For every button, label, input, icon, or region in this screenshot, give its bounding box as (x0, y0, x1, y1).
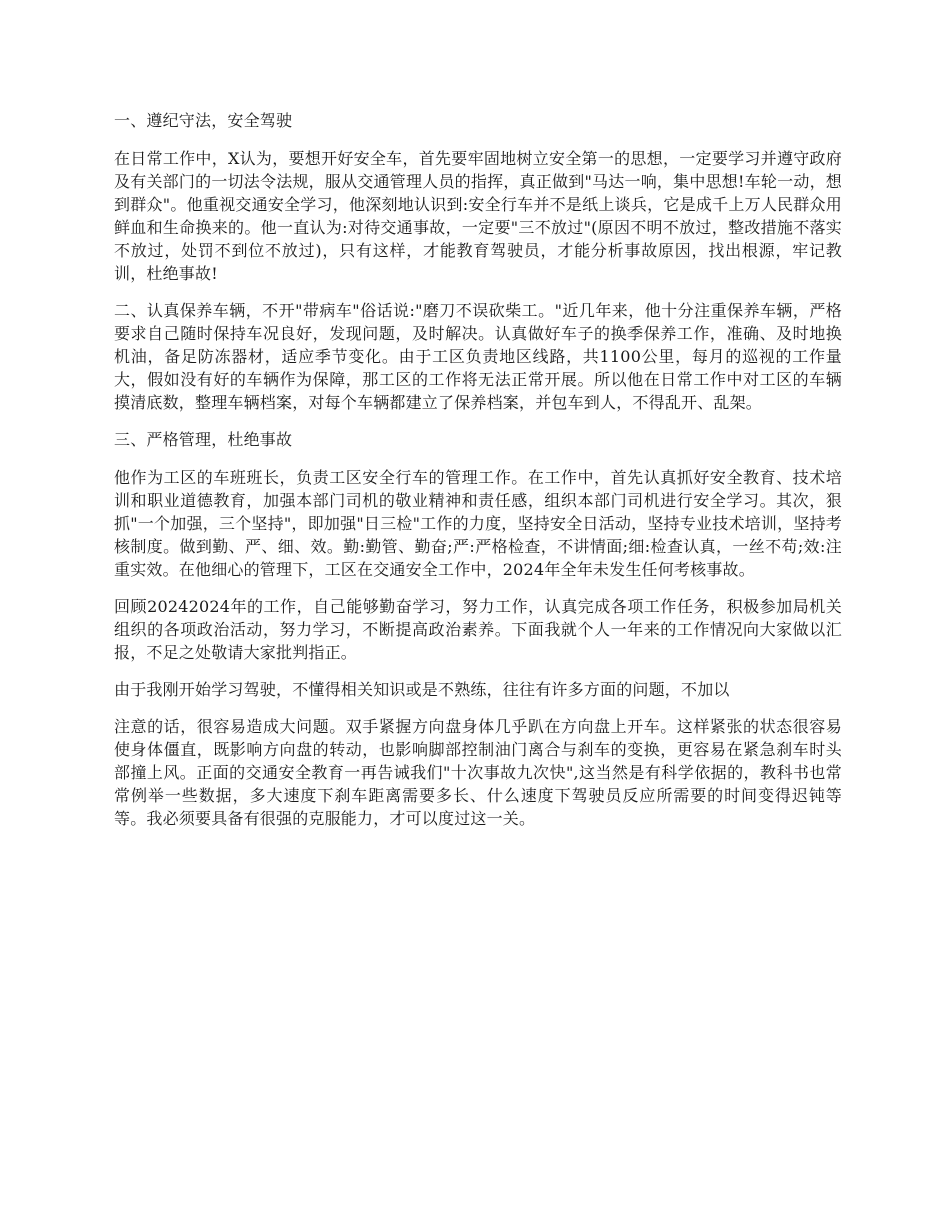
section-2-body: 二、认真保养车辆，不开"带病车"俗话说:"磨刀不误砍柴工。"近几年来，他十分注重保养车辆，严格要求自己随时保持车况良好，发现问题，及时解决。认真做好车子的换季保养工作，准确、及时地换机油，备足防冻器材，适应季节变化。由于工区负责地区线路，共1100公里，每月的巡视的工作量大，假如没有好的车辆作为保障，那工区的工作将无法正常开展。所以他在日常工作中对工区的车辆摸清底数，整理车辆档案，对每个车辆都建立了保养档案，并包车到人，不得乱开、乱架。 (114, 301, 842, 412)
driving-intro-paragraph: 由于我刚开始学习驾驶，不懂得相关知识或是不熟练，往往有许多方面的问题，不加以 (114, 680, 730, 699)
section-1-heading: 一、遵纪守法，安全驾驶 (114, 111, 293, 130)
driving-body-paragraph: 注意的话，很容易造成大问题。双手紧握方向盘身体几乎趴在方向盘上开车。这样紧张的状态很容易使身体僵直，既影响方向盘的转动，也影响脚部控制油门离合与刹车的变换，更容易在紧急刹车时头部撞上风。正面的交通安全教育一再告诫我们"十次事故九次快",这当然是有科学依据的，教科书也常常例举一些数据，多大速度下刹车距离需要多长、什么速度下驾驶员反应所需要的时间变得迟钝等等。我必须要具备有很强的克服能力，才可以度过这一关。 (114, 717, 842, 828)
section-1-body: 在日常工作中，X认为，要想开好安全车，首先要牢固地树立安全第一的思想，一定要学习并遵守政府及有关部门的一切法令法规，服从交通管理人员的指挥，真正做到"马达一响，集中思想!车轮一动，想到群众"。他重视交通安全学习，他深刻地认识到:安全行车并不是纸上谈兵，它是成千上万人民群众用鲜血和生命换来的。他一直认为:对待交通事故，一定要"三不放过"(原因不明不放过，整改措施不落实不放过，处罚不到位不放过)，只有这样，才能教育驾驶员，才能分析事故原因，找出根源，牢记教训，杜绝事故! (114, 149, 842, 283)
review-paragraph: 回顾20242024年的工作，自己能够勤奋学习，努力工作，认真完成各项工作任务，积极参加局机关组织的各项政治活动，努力学习，不断提高政治素养。下面我就个人一年来的工作情况向大家做以汇报，不足之处敬请大家批判指正。 (114, 597, 842, 662)
section-3-heading: 三、严格管理，杜绝事故 (114, 430, 293, 449)
document-page (114, 109, 842, 844)
section-3-body: 他作为工区的车班班长，负责工区安全行车的管理工作。在工作中，首先认真抓好安全教育、技术培训和职业道德教育，加强本部门司机的敬业精神和责任感，组织本部门司机进行安全学习。其次，狠抓"一个加强，三个坚持"，即加强"日三检"工作的力度，坚持安全日活动，坚持专业技术培训，坚持考核制度。做到勤、严、细、效。勤:勤管、勤奋;严:严格检查，不讲情面;细:检查认真，一丝不苟;效:注重实效。在他细心的管理下，工区在交通安全工作中，2024年全年未发生任何考核事故。 (114, 468, 842, 579)
